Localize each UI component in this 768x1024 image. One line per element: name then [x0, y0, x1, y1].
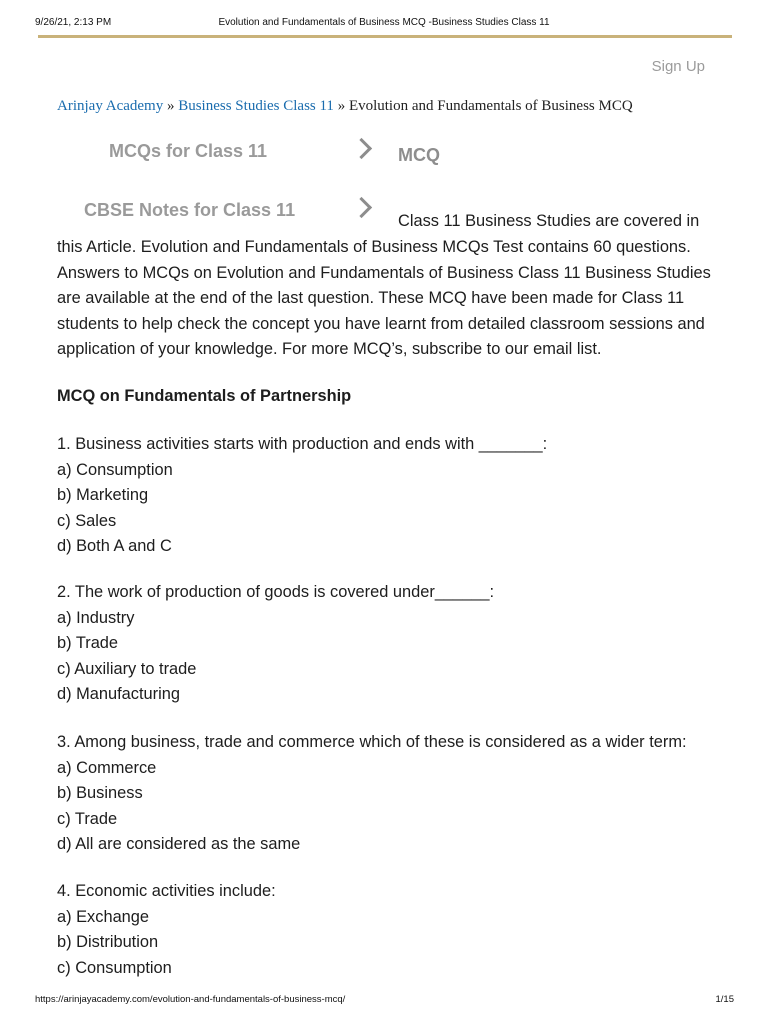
answer-option: c) Sales [57, 511, 117, 530]
intro-line: application of your knowledge. For more MCQ’s, subscribe to our email list. [57, 340, 602, 359]
question-1 [57, 432, 737, 560]
question-3 [57, 730, 737, 858]
answer-option: b) Trade [57, 634, 119, 653]
question-4 [57, 879, 737, 981]
print-header [0, 17, 768, 31]
header-divider [38, 35, 732, 38]
breadcrumb-separator: » [163, 98, 179, 114]
answer-option: b) Marketing [57, 486, 149, 505]
print-datetime: 9/26/21, 2:13 PM [35, 17, 112, 28]
intro-line: students to help check the concept you have learnt from detailed classroom sessions and [57, 314, 705, 333]
answer-option: a) Exchange [57, 907, 150, 926]
answer-option: a) Consumption [57, 460, 173, 479]
sign-up-link[interactable]: Sign Up [651, 58, 705, 75]
intro-line: Answers to MCQs on Evolution and Fundamentals of Business Class 11 Business Studies [57, 263, 711, 282]
question-text: 1. Business activities starts with production and ends with _______: [57, 435, 548, 453]
print-url: https://arinjayacademy.com/evolution-and-fundamentals-of-business-mcq/ [35, 994, 346, 1005]
page-title-fragment: MCQ [398, 145, 440, 165]
breadcrumb-category-link[interactable]: Business Studies Class 11 [178, 98, 334, 114]
intro-line: are available at the end of the last question. These MCQ have been made for Class 11 [57, 289, 685, 308]
breadcrumb [57, 98, 633, 115]
answer-option: d) Manufacturing [57, 685, 180, 704]
answer-option: a) Industry [57, 608, 135, 627]
question-text: 2. The work of production of goods is covered under______: [57, 583, 495, 601]
answer-option: c) Auxiliary to trade [57, 659, 197, 678]
question-2 [57, 580, 737, 708]
answer-option: d) All are considered as the same [57, 835, 301, 854]
answer-option: c) Trade [57, 809, 118, 828]
intro-line: this Article. Evolution and Fundamentals of Business MCQs Test contains 60 questions. [57, 238, 691, 256]
breadcrumb-separator: » [333, 98, 349, 114]
page-number: 1/15 [715, 994, 734, 1005]
nav-item-cbse-notes-class-11[interactable]: CBSE Notes for Class 11 [84, 200, 296, 220]
answer-option: b) Business [57, 784, 143, 803]
answer-option: c) Consumption [57, 958, 172, 977]
answer-option: b) Distribution [57, 933, 159, 952]
intro-paragraph [57, 235, 737, 363]
print-document-title: Evolution and Fundamentals of Business MCQ -Business Studies Class 11 [218, 17, 550, 28]
answer-option: a) Commerce [57, 758, 157, 777]
breadcrumb-home-link[interactable]: Arinjay Academy [57, 98, 164, 114]
chevron-right-icon[interactable] [351, 197, 372, 218]
question-text: 4. Economic activities include: [57, 882, 276, 900]
nav-item-mcqs-class-11[interactable]: MCQs for Class 11 [109, 141, 268, 161]
chevron-right-icon[interactable] [351, 138, 372, 159]
section-heading: MCQ on Fundamentals of Partnership [57, 387, 352, 405]
breadcrumb-current: Evolution and Fundamentals of Business MCQ [348, 98, 633, 114]
answer-option: d) Both A and C [57, 537, 172, 556]
question-text: 3. Among business, trade and commerce which of these is considered as a wider term: [57, 733, 687, 751]
intro-first-line-fragment: Class 11 Business Studies are covered in [398, 212, 700, 230]
